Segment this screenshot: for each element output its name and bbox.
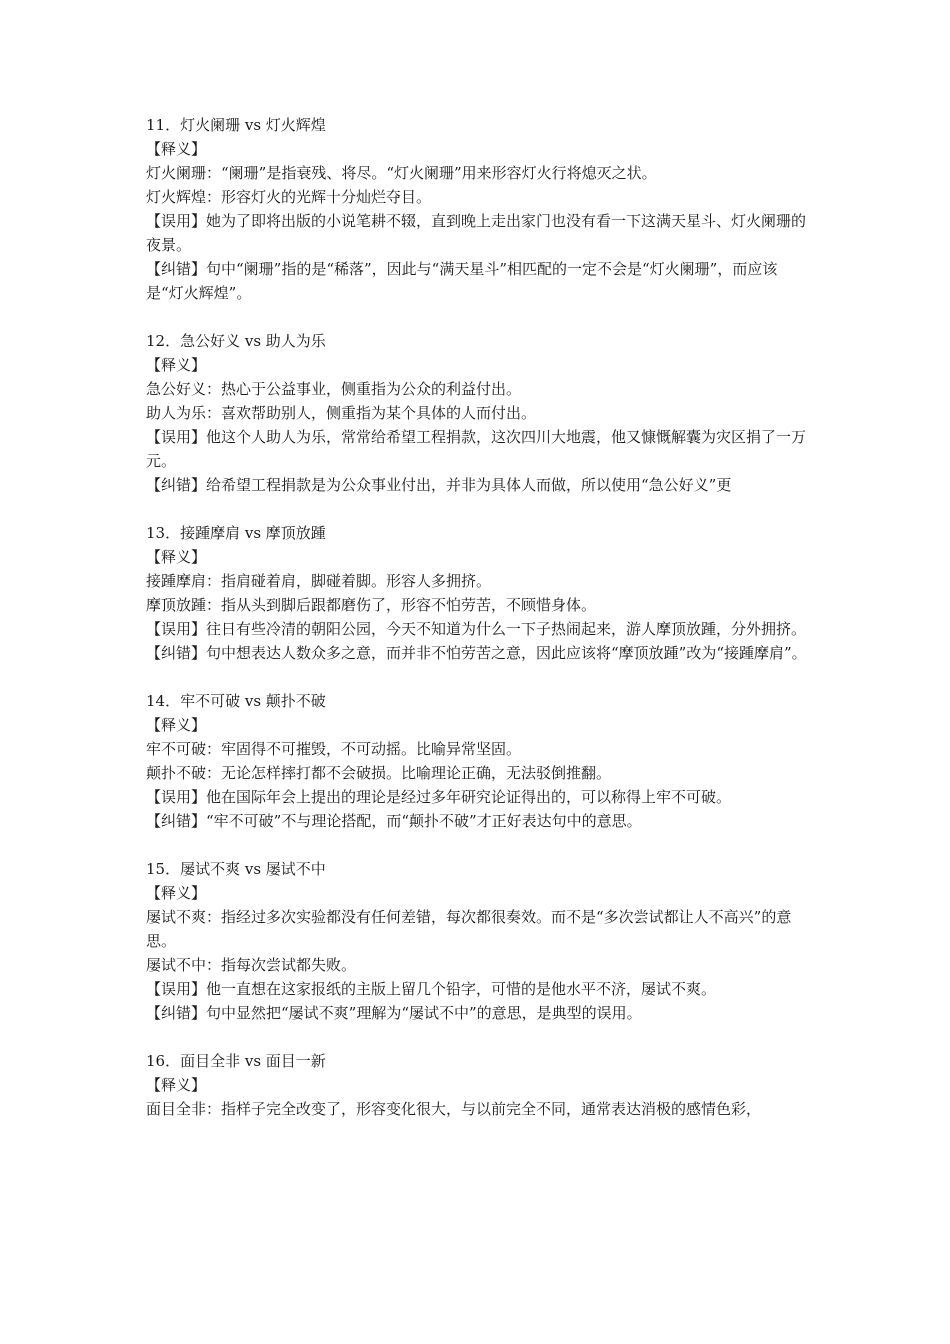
misuse-text: 【误用】往日有些冷清的朝阳公园，今天不知道为什么一下子热闹起来，游人摩顶放踵，分外拥挤。 (146, 620, 807, 638)
misuse-text: 【误用】他这个人助人为乐，常常给希望工程捐款，这次四川大地震，他又慷慨解囊为灾区捐了一万元。 (146, 428, 807, 470)
definition-line: 接踵摩肩：指肩碰着肩，脚碰着脚。形容人多拥挤。 (146, 572, 492, 590)
correction-text: 【纠错】句中“阑珊”指的是“稀落”，因此与“满天星斗”相匹配的一定不会是“灯火阑珊”，而应该是“灯火辉煌”。 (146, 260, 778, 302)
definition-heading: 【释义】 (146, 356, 207, 374)
entry-16 (146, 1049, 810, 1121)
entry-title: 14．牢不可破 vs 颠扑不破 (146, 692, 326, 710)
document-body (146, 113, 810, 1121)
entry-title: 15．屡试不爽 vs 屡试不中 (146, 860, 326, 878)
entry-12 (146, 329, 810, 497)
misuse-text: 【误用】他在国际年会上提出的理论是经过多年研究论证得出的，可以称得上牢不可破。 (146, 788, 732, 806)
definition-line: 灯火阑珊：“阑珊”是指衰残、将尽。“灯火阑珊”用来形容灯火行将熄灭之状。 (146, 164, 657, 182)
definition-line: 灯火辉煌：形容灯火的光辉十分灿烂夺目。 (146, 188, 432, 206)
entry-title: 16．面目全非 vs 面目一新 (146, 1052, 326, 1070)
definition-line: 面目全非：指样子完全改变了，形容变化很大，与以前完全不同，通常表达消极的感情色彩， (146, 1100, 762, 1118)
entry-title: 11．灯火阑珊 vs 灯火辉煌 (146, 116, 326, 134)
entry-title: 13．接踵摩肩 vs 摩顶放踵 (146, 524, 326, 542)
definition-heading: 【释义】 (146, 548, 207, 566)
definition-heading: 【释义】 (146, 140, 207, 158)
misuse-text: 【误用】他一直想在这家报纸的主版上留几个铅字，可惜的是他水平不济，屡试不爽。 (146, 980, 717, 998)
correction-text: 【纠错】句中显然把“屡试不爽”理解为“屡试不中”的意思，是典型的误用。 (146, 1004, 642, 1022)
definition-heading: 【释义】 (146, 1076, 207, 1094)
correction-text: 【纠错】句中想表达人数众多之意，而并非不怕劳苦之意，因此应该将“摩顶放踵”改为“接踵摩肩”。 (146, 644, 807, 662)
definition-line: 屡试不爽：指经过多次实验都没有任何差错，每次都很奏效。而不是“多次尝试都让人不高兴”的意思。 (146, 908, 792, 950)
definition-heading: 【释义】 (146, 716, 207, 734)
definition-heading: 【释义】 (146, 884, 207, 902)
definition-line: 助人为乐：喜欢帮助别人，侧重指为某个具体的人而付出。 (146, 404, 537, 422)
misuse-text: 【误用】她为了即将出版的小说笔耕不辍，直到晚上走出家门也没有看一下这满天星斗、灯火阑珊的夜景。 (146, 212, 807, 254)
entry-15 (146, 857, 810, 1025)
correction-text: 【纠错】给希望工程捐款是为公众事业付出，并非为具体人而做，所以使用“急公好义”更 (146, 476, 732, 494)
entry-11 (146, 113, 810, 305)
definition-line: 屡试不中：指每次尝试都失败。 (146, 956, 357, 974)
definition-line: 摩顶放踵：指从头到脚后跟都磨伤了，形容不怕劳苦，不顾惜身体。 (146, 596, 597, 614)
entry-13 (146, 521, 810, 665)
entry-title: 12．急公好义 vs 助人为乐 (146, 332, 326, 350)
entry-14 (146, 689, 810, 833)
correction-text: 【纠错】“牢不可破”不与理论搭配，而“颠扑不破”才正好表达句中的意思。 (146, 812, 642, 830)
definition-line: 颠扑不破：无论怎样摔打都不会破损。比喻理论正确，无法驳倒推翻。 (146, 764, 612, 782)
definition-line: 急公好义：热心于公益事业，侧重指为公众的利益付出。 (146, 380, 522, 398)
definition-line: 牢不可破：牢固得不可摧毁，不可动摇。比喻异常坚固。 (146, 740, 522, 758)
